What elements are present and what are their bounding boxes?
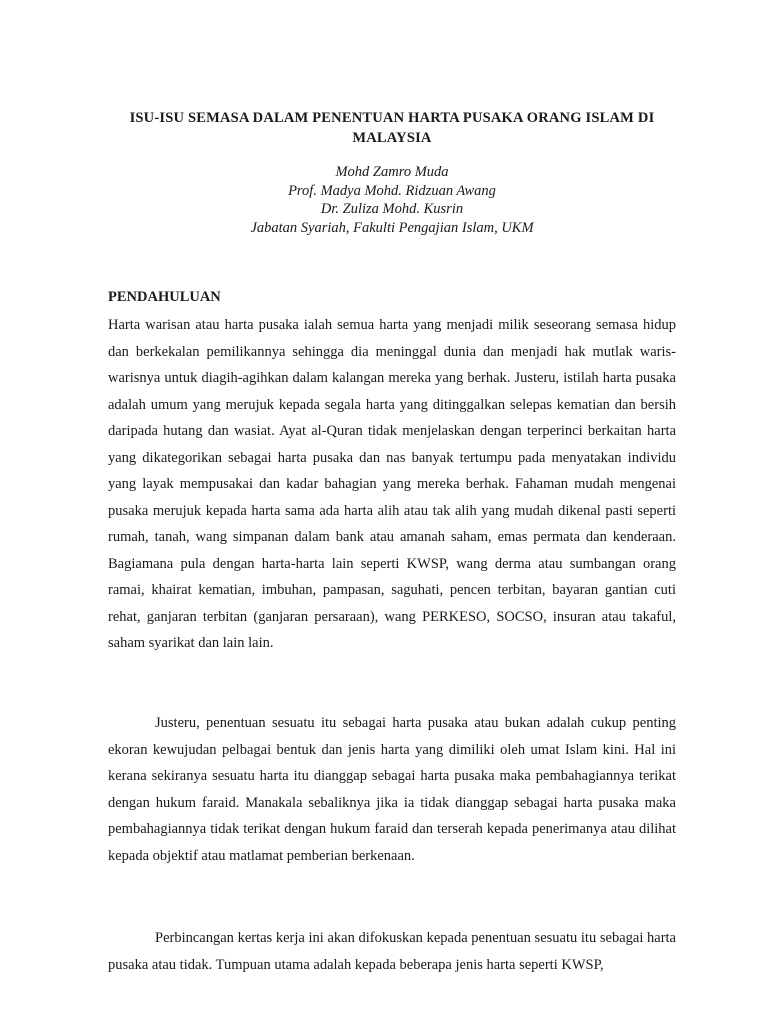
author-name: Dr. Zuliza Mohd. Kusrin (320, 201, 464, 217)
document-title: ISU-ISU SEMASA DALAM PENENTUAN HARTA PUSAKA ORANG ISLAM DI MALAYSIA (129, 110, 655, 146)
body-paragraph: Perbincangan kertas kerja ini akan difokuskan kepada penentuan sesuatu itu sebagai harta pusaka atau tidak. Tumpuan utama adalah kepada beberapa jenis harta seperti KWSP, (108, 930, 676, 973)
section-heading: PENDAHULUAN (108, 289, 221, 305)
author-name: Mohd Zamro Muda (335, 164, 449, 180)
author-block (100, 163, 684, 237)
author-name: Prof. Madya Mohd. Ridzuan Awang (288, 182, 496, 199)
body-paragraph: Harta warisan atau harta pusaka ialah semua harta yang menjadi milik seseorang semasa hidup dan berkekalan pemilikannya sehingga dia meninggal dunia dan menjadi hak mutlak waris-warisnya untuk diagih-agihkan dalam kalangan mereka yang berhak. Justeru, istilah harta pusaka adalah umum yang merujuk kepada segala harta yang ditinggalkan selepas kematian dan bersih daripada hutang dan wasiat. Ayat al-Quran tidak menjelaskan dengan terperinci berkaitan harta yang dikategorikan sebagai harta pusaka dan nas banyak tertumpu pada menyatakan individu yang layak mempusakai dan kadar bahagian yang mereka berhak. Fahaman mudah mengenai pusaka merujuk kepada harta sama ada harta alih atau tak alih yang mudah dikenal pasti seperti rumah, tanah, wang simpanan dalam bank atau amanah saham, emas permata dan kenderaan. Bagiamana pula dengan harta-harta lain seperti KWSP, wang derma atau sumbangan orang ramai, khairat kematian, imbuhan, pampasan, saguhati, pencen terbitan, bayaran gantian cuti rehat, ganjaran terbitan (ganjaran persaraan), wang PERKESO, SOCSO, insuran atau takaful, saham syarikat dan lain lain. (108, 317, 676, 651)
body-paragraph: Justeru, penentuan sesuatu itu sebagai harta pusaka atau bukan adalah cukup penting ekoran kewujudan pelbagai bentuk dan jenis harta yang dimiliki oleh umat Islam kini. Hal ini kerana sekiranya sesuatu harta itu dianggap sebagai harta pusaka maka pembahagiannya terikat dengan hukum faraid. Manakala sebaliknya jika ia tidak dianggap sebagai harta pusaka maka pembahagiannya tidak terikat dengan hukum faraid dan terserah kepada penerimanya atau dilihat kepada objektif atau matlamat pemberian berkenaan. (108, 715, 676, 864)
author-affiliation: Jabatan Syariah, Fakulti Pengajian Islam, UKM (250, 219, 534, 236)
